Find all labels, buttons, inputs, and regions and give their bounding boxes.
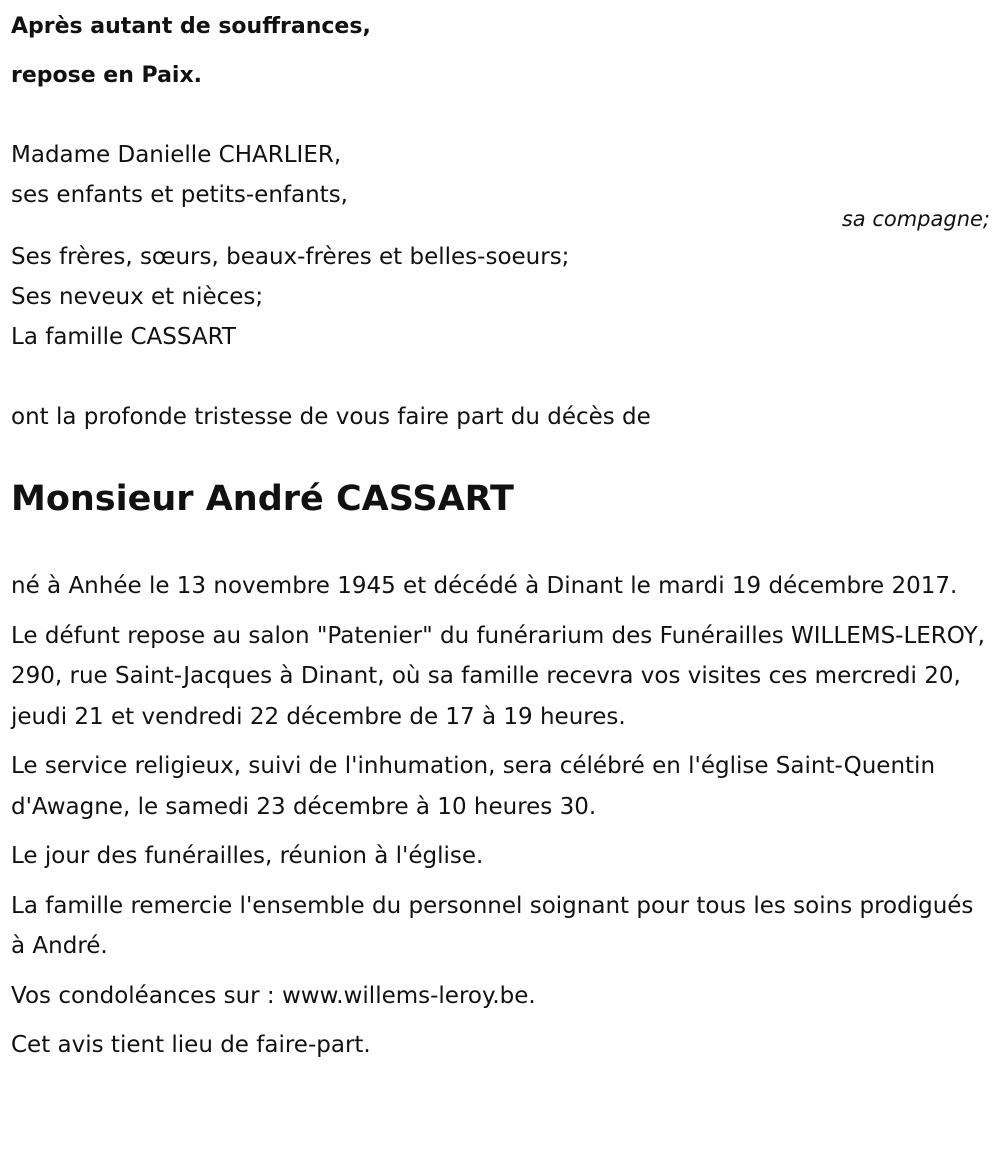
family-line: La famille CASSART [11,324,236,350]
companion-role: sa compagne; [841,207,990,231]
service-paragraph: Le service religieux, suivi de l'inhumation, sera célébré en l'église Saint-Quentin d'Awagne, le samedi 23 décembre à 10 heures 30. [11,753,936,820]
children-line: ses enfants et petits-enfants, [11,182,348,208]
condolences-paragraph: Vos condoléances sur : www.willems-leroy.be. [11,982,536,1009]
epigraph-line-2: repose en Paix. [11,63,203,88]
birth-death-paragraph: né à Anhée le 13 novembre 1945 et décédé à Dinant le mardi 19 décembre 2017. [11,573,958,599]
gathering-paragraph: Le jour des funérailles, réunion à l'église. [11,843,484,869]
nephews-line: Ses neveux et nièces; [11,284,264,310]
epigraph-line-1: Après autant de souffrances, [11,14,371,39]
announcement-line: ont la profonde tristesse de vous faire part du décès de [11,404,651,430]
visitation-paragraph: Le défunt repose au salon "Patenier" du funérarium des Funérailles WILLEMS-LEROY, 290, rue Saint-Jacques à Dinant, où sa famille recevra vos visites ces mercredi 20, jeudi 21 et vendredi 22 décembre de 17 à 19 heures. [11,622,985,730]
siblings-line: Ses frères, sœurs, beaux-frères et belles-soeurs; [11,244,570,270]
details-block [11,566,986,1075]
deceased-name: Monsieur André CASSART [11,479,514,519]
companion-name: Madame Danielle CHARLIER, [11,142,342,168]
thanks-paragraph: La famille remercie l'ensemble du personnel soignant pour tous les soins prodigués à André. [11,892,974,959]
notice-paragraph: Cet avis tient lieu de faire-part. [11,1032,371,1058]
